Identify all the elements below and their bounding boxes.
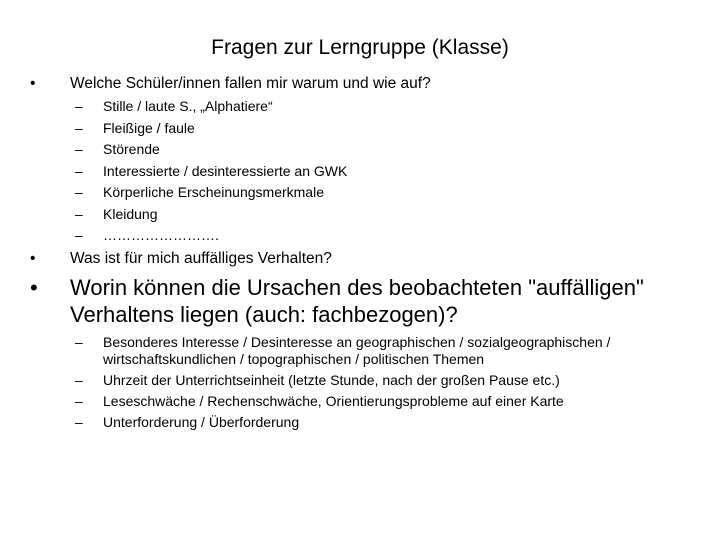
list-item-text: Störende	[103, 141, 160, 157]
dash-icon: –	[75, 162, 83, 179]
list-item	[75, 372, 685, 389]
list-item-text: Stille / laute S., „Alphatiere“	[103, 98, 273, 114]
dash-icon: –	[75, 414, 83, 430]
list-item-text: Interessierte / desinteressierte an GWK	[103, 162, 348, 179]
dash-icon: –	[75, 372, 83, 388]
list-item	[75, 393, 685, 410]
slide-title: Fragen zur Lerngruppe (Klasse)	[211, 36, 509, 59]
dash-icon: –	[75, 205, 83, 222]
dash-icon: –	[75, 98, 83, 114]
list-item-text: Kleidung	[103, 205, 158, 222]
causes-list	[75, 334, 685, 435]
bullet-icon: •	[30, 75, 36, 92]
bullet-icon: •	[30, 275, 38, 300]
bullet-text: Welche Schüler/innen fallen mir warum und wie auf?	[70, 75, 431, 92]
list-item-text: Unterforderung / Überforderung	[103, 414, 300, 430]
bullet-text: Worin können die Ursachen des beobachteten "auffälligen" Verhaltens liegen (auch: fachbezogen)?	[70, 275, 644, 327]
list-item-text: Uhrzeit der Unterrichtseinheit (letzte Stunde, nach der großen Pause etc.)	[103, 372, 560, 388]
list-item-text: …………………….	[103, 227, 219, 243]
bullet-icon: •	[30, 250, 36, 267]
bullet-text: Was ist für mich auffälliges Verhalten?	[70, 250, 332, 267]
dash-icon: –	[75, 184, 83, 200]
list-item-text: Besonderes Interesse / Desinteresse an geographischen / sozialgeographischen / wirtschaftskundlichen / topographischen / politischen Themen	[103, 334, 611, 367]
list-item-text: Leseschwäche / Rechenschwäche, Orientierungsprobleme auf einer Karte	[103, 393, 564, 409]
dash-icon: –	[75, 119, 83, 136]
dash-icon: –	[75, 334, 83, 350]
list-item-text: Körperliche Erscheinungsmerkmale	[103, 184, 324, 200]
dash-icon: –	[75, 141, 83, 157]
list-item-text: Fleißige / faule	[103, 119, 195, 136]
list-item	[75, 334, 685, 368]
dash-icon: –	[75, 227, 83, 243]
list-item	[75, 414, 685, 431]
dash-icon: –	[75, 393, 83, 409]
